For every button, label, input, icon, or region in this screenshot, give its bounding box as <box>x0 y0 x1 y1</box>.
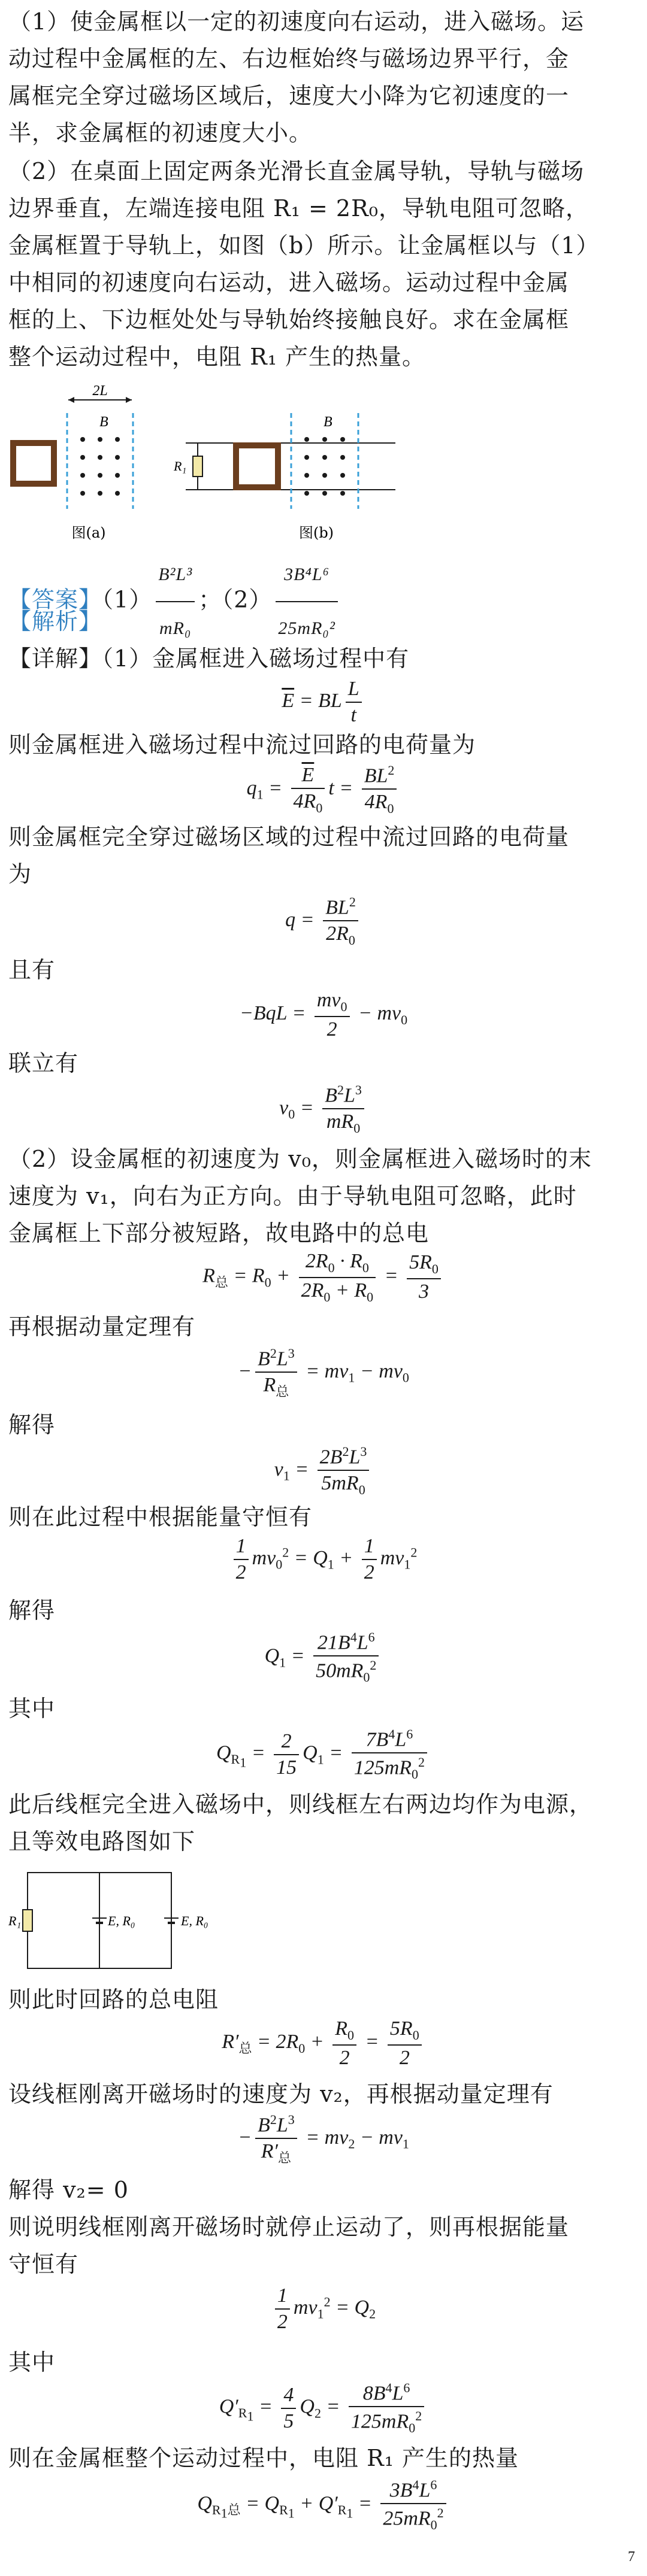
equation-qr1: $Q_{R_1}$ = $\frac{2}{15}$ $Q_1$ = $\frac{7B^4L^6}{125mR_0^2}$ <box>0 1728 647 1781</box>
text-line: （2）设金属框的初速度为 v₀，则金属框进入磁场时的末 <box>8 1146 592 1172</box>
text-line: 且等效电路图如下 <box>8 1828 196 1855</box>
answer-2-numerator: 3B⁴L⁶ <box>276 551 337 602</box>
text-line: 此后线框完全进入磁场中，则线框左右两边均作为电源， <box>8 1791 593 1818</box>
question-line: 属框完全穿过磁场区域后，速度大小降为它初速度的一 <box>8 83 570 109</box>
question-line: 动过程中金属框的左、右边框始终与磁场边界平行，金 <box>8 45 570 72</box>
answer-label: 【答案】 <box>8 586 102 613</box>
text-line: 则在金属框整个运动过程中，电阻 R₁ 产生的热量 <box>8 2445 519 2471</box>
equation-q1-heat: $Q_1$ = $\frac{21B^4L^6}{50mR_0^2}$ <box>0 1631 647 1684</box>
resistor-r1 <box>193 456 202 477</box>
width-label: 2L <box>92 383 108 399</box>
text-line: 且有 <box>8 957 56 983</box>
question-line: 框的上、下边框处处与导轨始终接触良好。求在金属框 <box>8 307 570 333</box>
answer-1-numerator: B²L³ <box>156 551 195 602</box>
equation-momentum-1: −BqL = $\frac{mv_0}{2}$ − $mv_0$ <box>239 989 408 1040</box>
equation-energy-1: $\frac{1}{2}$ $mv_0^2 = Q_1$ + $\frac{1}{2}$ $mv_1^2$ <box>0 1536 647 1583</box>
caption-b: 图(b) <box>298 524 334 541</box>
equation-qr1-prime: $Q'_{R_1}$ = $\frac{4}{5}$ $Q_2$ = $\frac{8B^4L^6}{125mR_0^2}$ <box>0 2381 647 2435</box>
text-line: 解得 <box>8 1412 56 1438</box>
equation-energy-2: $\frac{1}{2}$ $mv_1^2 = Q_2$ <box>0 2286 647 2332</box>
question-line: （2）在桌面上固定两条光滑长直金属导轨，导轨与磁场 <box>8 158 585 184</box>
equation-r-total: $R_总 = R_0$ + $\frac{2R_0 \cdot R_0}{2R_0 + R_0}$ = $\frac{5R_0}{3}$ <box>0 1251 647 1304</box>
question-line: 中相同的初速度向右运动，进入磁场。运动过程中金属 <box>8 269 570 296</box>
question-line: 边界垂直，左端连接电阻 R₁ = 2R₀，导轨电阻可忽略， <box>8 195 589 222</box>
answer-2-denominator: 25mR₀² <box>278 618 335 638</box>
text-line: 则说明线框刚离开磁场时就停止运动了，则再根据能量 <box>8 2214 570 2240</box>
text-line: 则金属框完全穿过磁场区域的过程中流过回路的电荷量 <box>8 824 570 850</box>
equation-emf: $\overline{E}$ = BL $\frac{L}{t}$ <box>0 679 647 726</box>
text-line: 为 <box>8 861 32 887</box>
figure-a <box>13 383 133 541</box>
text-line: 再根据动量定理有 <box>8 1313 196 1340</box>
text-line: 则在此过程中根据能量守恒有 <box>8 1504 313 1530</box>
question-line: 半，求金属框的初速度大小。 <box>8 120 313 146</box>
field-dots-b <box>304 437 345 496</box>
question-line: 整个运动过程中，电阻 R₁ 产生的热量。 <box>8 344 426 370</box>
text-line: 其中 <box>8 2349 56 2375</box>
circuit-resistor <box>23 1910 32 1931</box>
text-line: 解得 v₂= 0 <box>8 2177 129 2203</box>
answer-1-denominator: mR₀ <box>159 618 192 638</box>
equation-q1: $q_1$ = $\frac{\overline{E}}{4R_0}$ t = $\frac{BL^2}{4R_0}$ <box>0 764 647 815</box>
text-line: 速度为 v₁，向右为正方向。由于导轨电阻可忽略，此时 <box>8 1183 577 1209</box>
text-line: 金属框上下部分被短路，故电路中的总电 <box>8 1220 430 1246</box>
question-line: 金属框置于导轨上，如图（b）所示。让金属框以与（1） <box>8 232 600 259</box>
text-line: 则此时回路的总电阻 <box>8 1986 219 2013</box>
analysis-label: 【解析】 <box>8 608 102 635</box>
question-line: （1）使金属框以一定的初速度向右运动，进入磁场。运 <box>8 8 585 35</box>
answer-separator: ； <box>198 586 222 613</box>
detail-line: 【详解】（1）金属框进入磁场过程中有 <box>8 645 410 672</box>
text-line: 其中 <box>8 1695 56 1722</box>
text-line: 设线框刚离开磁场时的速度为 v₂，再根据动量定理有 <box>8 2081 554 2107</box>
source-1-label: E, R₀ <box>108 1913 135 1928</box>
equation-momentum-2: − $\frac{B^2L^3}{R_总}$ = $mv_1 - mv_0$ <box>238 1346 409 1400</box>
answer-part2: （2） <box>222 586 273 613</box>
equivalent-circuit <box>6 1863 234 1977</box>
arrow-head-right <box>126 397 132 403</box>
metal-frame-a <box>13 443 54 484</box>
answer-part1: （1） <box>102 586 153 613</box>
source-2-label: E, R₀ <box>181 1913 208 1928</box>
equation-qr1-total: $Q_{R_1总} = Q_{R_1} + Q'_{R_1}$ = $\frac{3B^4L^6}{25mR_0^2}$ <box>0 2478 647 2532</box>
equation-momentum-3: − $\frac{B^2L^3}{R'_总}$ = $mv_2 - mv_1$ <box>238 2112 409 2166</box>
r1-label: R₁ <box>174 459 187 474</box>
text-line: 解得 <box>8 1597 56 1624</box>
text-line: 则金属框进入磁场过程中流过回路的电荷量为 <box>8 732 476 758</box>
equation-v0: $v_0$ = $\frac{B^2L^3}{mR_0}$ <box>0 1084 647 1135</box>
metal-frame-b <box>236 445 278 487</box>
figure-ab <box>0 383 419 545</box>
equation-v1: $v_1$ = $\frac{2B^2L^3}{5mR_0}$ <box>0 1445 647 1497</box>
page-number: 7 <box>628 2549 635 2565</box>
field-dots-a <box>80 437 120 496</box>
equation-r-total-2: $R'_总 = 2R_0$ + $\frac{R_0}{2}$ = $\frac{5R_0}{2}$ <box>0 2019 647 2068</box>
text-line: 守恒有 <box>8 2251 79 2277</box>
figure-b <box>173 413 395 541</box>
text-line: 联立有 <box>8 1050 79 1076</box>
arrow-head-left <box>68 397 74 403</box>
caption-a: 图(a) <box>71 524 106 541</box>
b-label-a: B <box>99 414 108 430</box>
equation-q: q = $\frac{BL^2}{2R_0}$ <box>0 896 647 947</box>
circuit-r1-label: R₁ <box>8 1913 22 1928</box>
b-label-b: B <box>324 414 332 430</box>
